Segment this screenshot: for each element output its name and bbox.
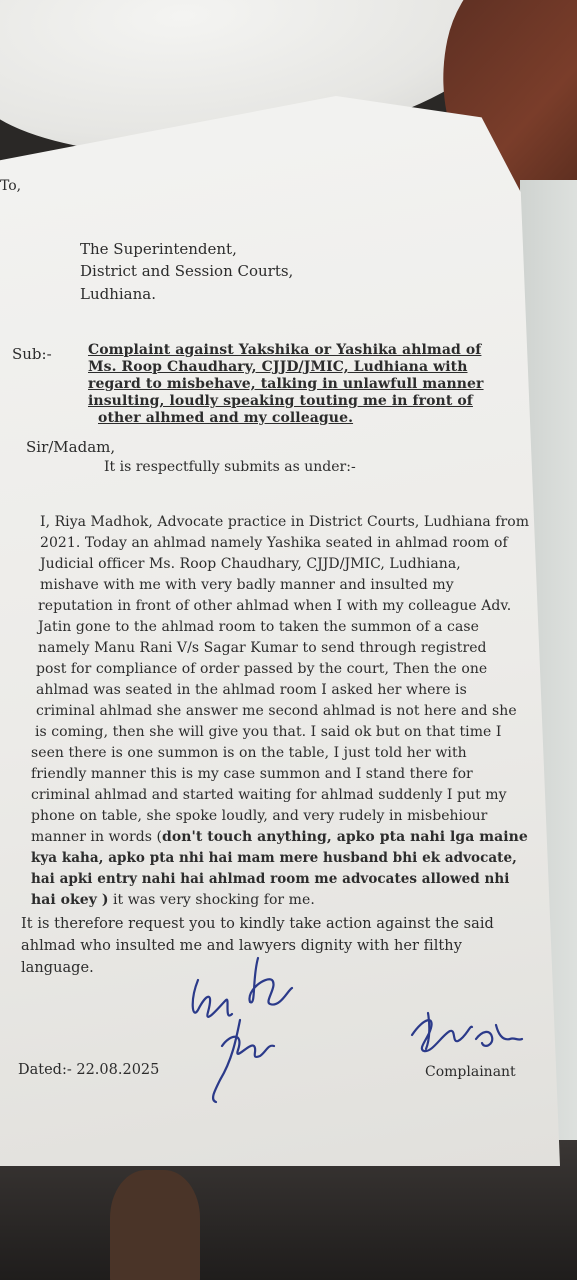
subject-label: Sub:-	[12, 345, 52, 363]
addressee-line-1: The Superintendent,	[80, 240, 237, 258]
complainant-label: Complainant	[425, 1064, 516, 1080]
witness-signature-icon	[180, 950, 320, 1110]
request-line-1: It is therefore request you to kindly take action against the said	[21, 916, 494, 932]
subject-line-1: Complaint against Yakshika or Yashika ahlmad of	[88, 342, 482, 358]
subject-line-5: other alhmed and my colleague.	[98, 410, 354, 426]
body-line-19-bold: hai okey )	[31, 892, 109, 908]
body-line-6: Jatin gone to the ahlmad room to taken the summon of a case	[38, 619, 479, 635]
body-line-13: friendly manner this is my case summon and I stand there for	[31, 766, 473, 782]
body-line-8: post for compliance of order passed by the court, Then the one	[36, 661, 488, 677]
subject-line-4: insulting, loudly speaking touting me in front of	[88, 393, 473, 409]
body-line-4: mishave with me with very badly manner and insulted my	[40, 577, 454, 593]
body-line-2: 2021. Today an ahlmad namely Yashika seated in ahlmad room of	[40, 535, 508, 551]
intro-line: It is respectfully submits as under:-	[104, 459, 356, 475]
body-line-16-normal: manner in words (	[31, 829, 163, 845]
body-line-3: Judicial officer Ms. Roop Chaudhary, CJJD/JMIC, Ludhiana,	[40, 556, 461, 572]
subject-line-2: Ms. Roop Chaudhary, CJJD/JMIC, Ludhiana with	[88, 359, 468, 375]
body-line-1: I, Riya Madhok, Advocate practice in District Courts, Ludhiana from	[40, 514, 530, 530]
subject-line-3: regard to misbehave, talking in unlawfull manner	[88, 376, 484, 392]
body-line-18: hai apki entry nahi hai ahlmad room me advocates allowed nhi	[31, 871, 510, 887]
salutation: Sir/Madam,	[26, 438, 116, 456]
addressee-line-3: Ludhiana.	[80, 285, 156, 303]
body-line-15: phone on table, she spoke loudly, and very rudely in misbehiour	[31, 808, 488, 824]
body-line-14: criminal ahlmad and started waiting for ahlmad suddenly I put my	[31, 787, 507, 803]
dated-line: Dated:- 22.08.2025	[18, 1062, 160, 1078]
body-line-17: kya kaha, apko pta nhi hai mam mere husband bhi ek advocate,	[31, 850, 517, 866]
request-line-3: language.	[21, 960, 94, 976]
request-line-2: ahlmad who insulted me and lawyers dignity with her filthy	[21, 938, 462, 954]
addressee-line-2: District and Session Courts,	[80, 262, 294, 280]
complainant-signature-icon	[400, 1005, 530, 1065]
body-line-5: reputation in front of other ahlmad when I with my colleague Adv.	[38, 598, 512, 614]
body-line-16	[31, 829, 528, 846]
body-line-16-bold: don't touch anything, apko pta nahi lga maine	[162, 829, 528, 845]
body-line-19-normal: it was very shocking for me.	[108, 892, 315, 908]
shoe-background	[110, 1170, 200, 1280]
body-line-12: seen there is one summon is on the table, I just told her with	[31, 745, 467, 761]
body-line-10: criminal ahlmad she answer me second ahlmad is not here and she	[36, 703, 517, 719]
body-line-9: ahlmad was seated in the ahlmad room I asked her where is	[36, 682, 467, 698]
body-line-7: namely Manu Rani V/s Sagar Kumar to send through registred	[38, 640, 487, 656]
body-line-19	[31, 892, 315, 909]
body-line-11: is coming, then she will give you that. I said ok but on that time I	[35, 724, 502, 740]
to-line: To,	[0, 178, 22, 194]
